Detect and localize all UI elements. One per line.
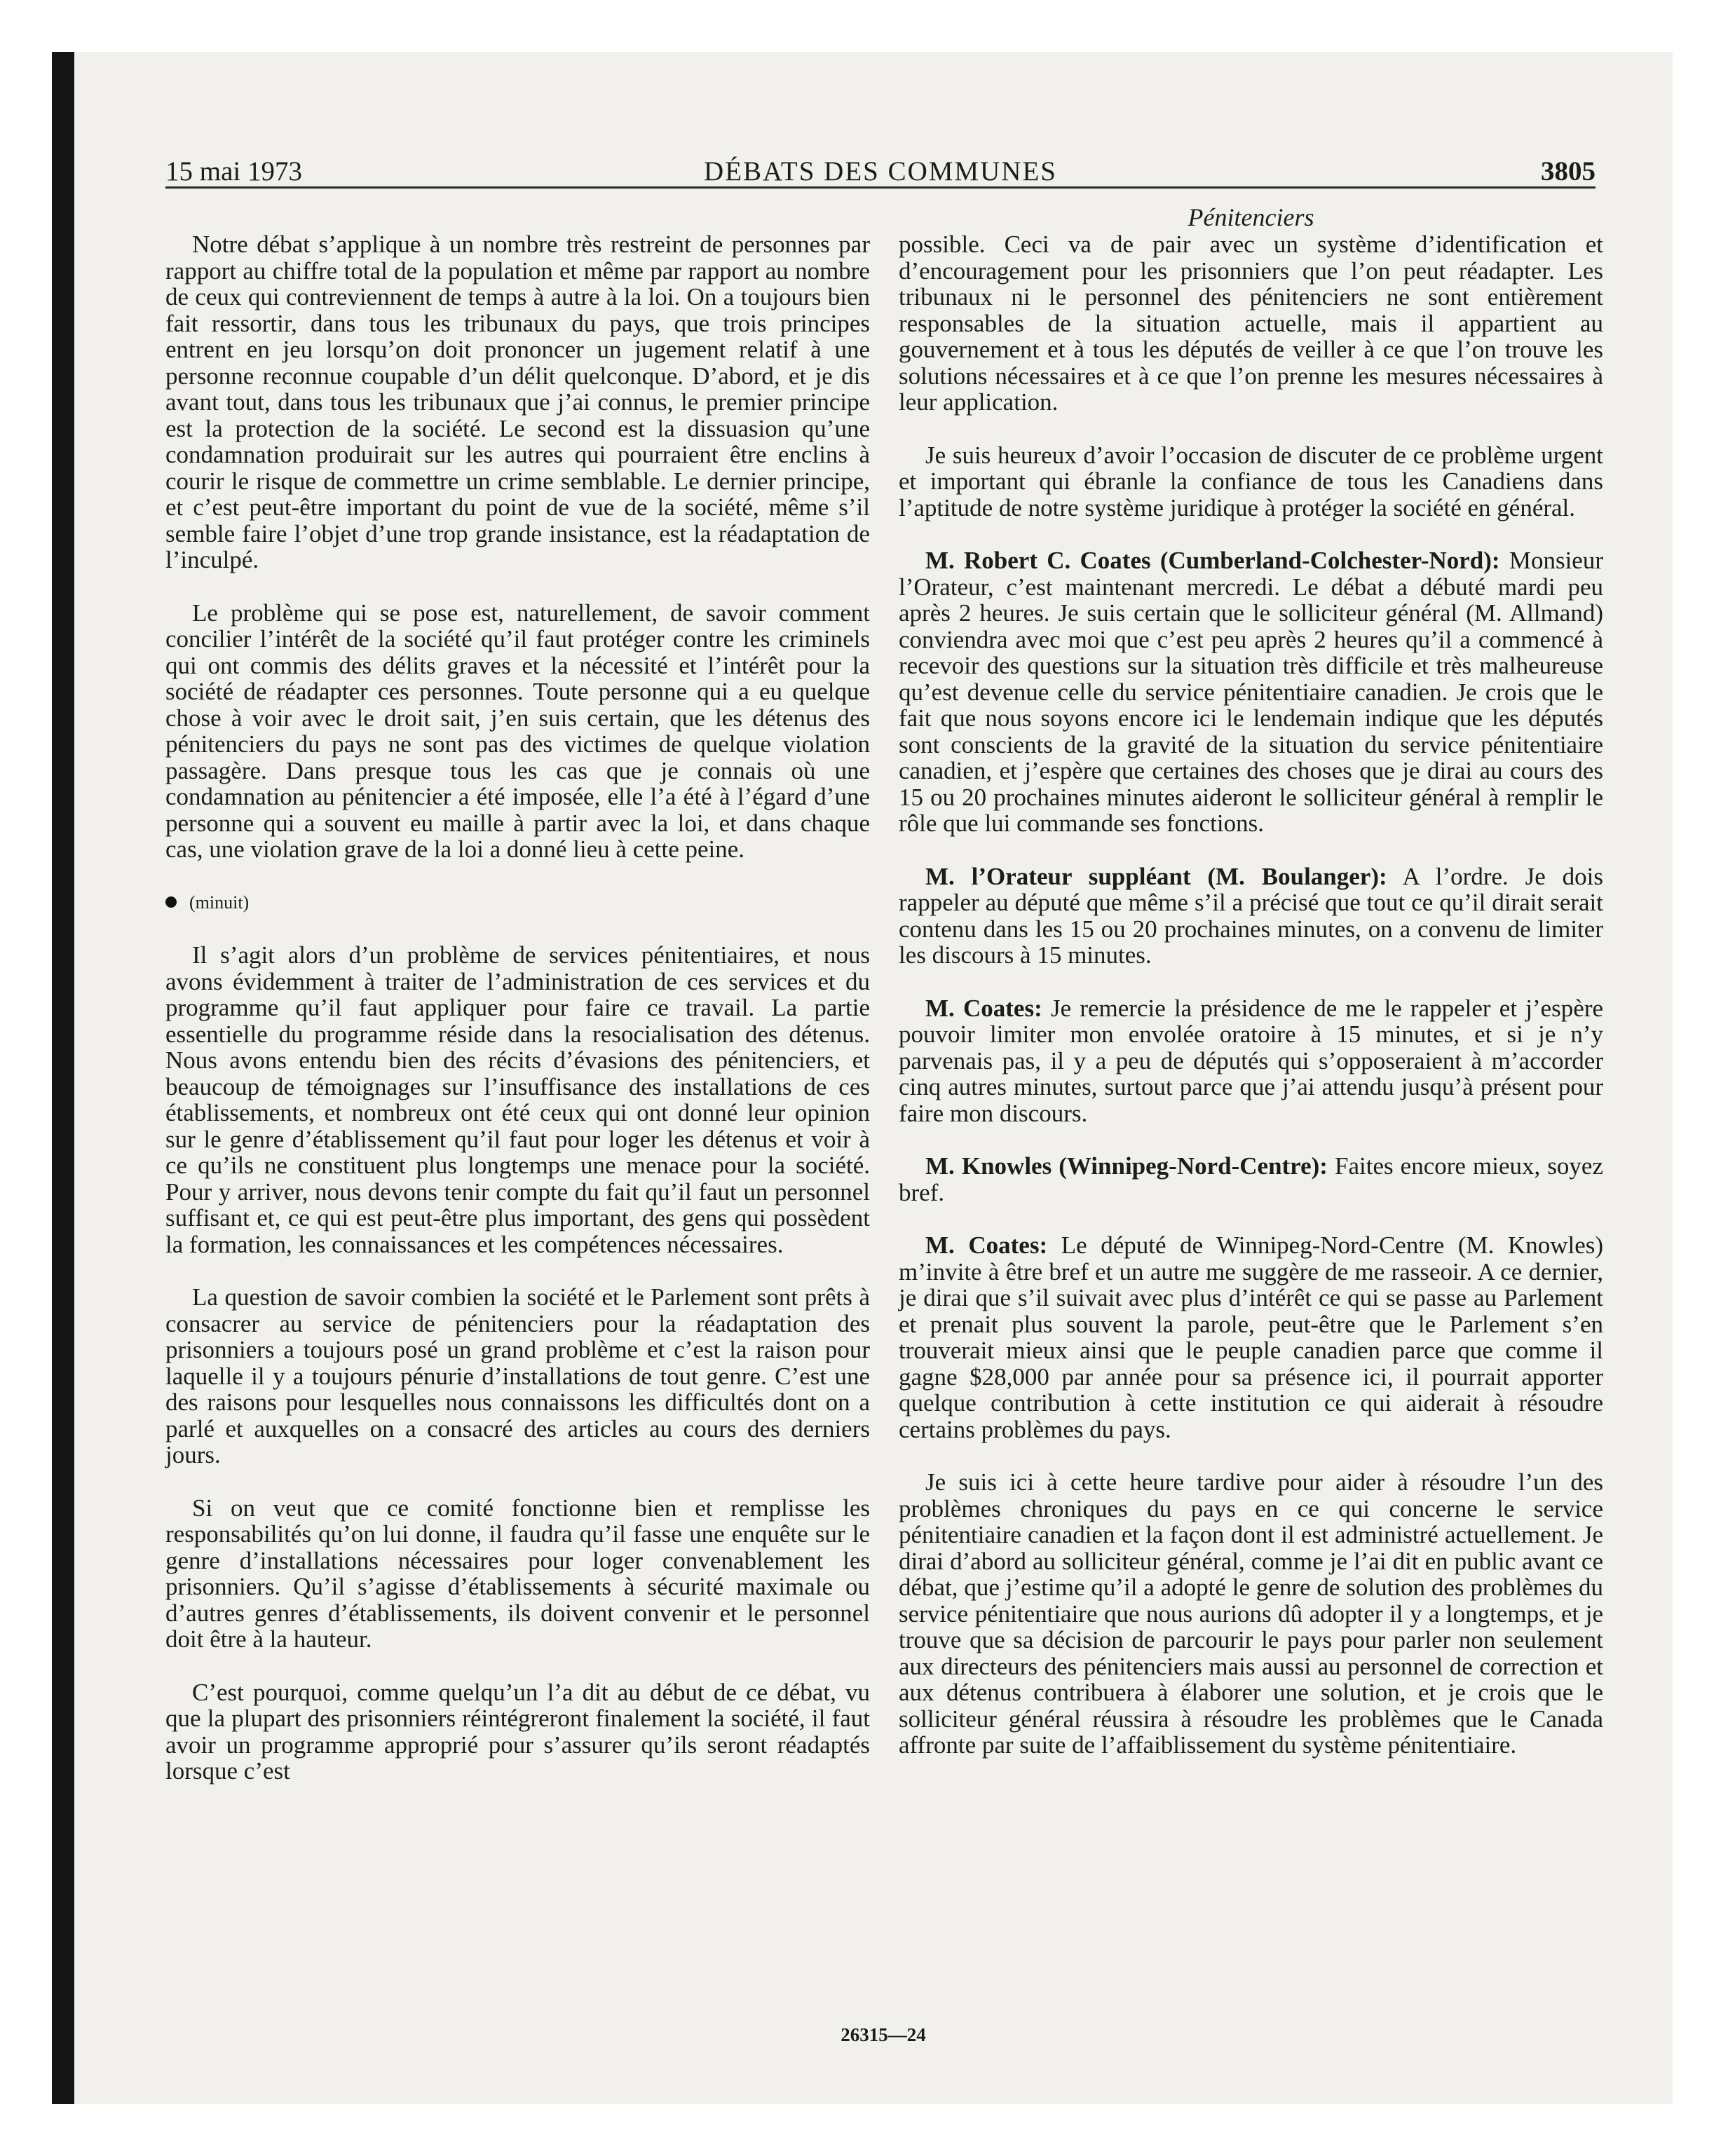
printer-signature: 26315—24 — [841, 2024, 926, 2045]
speaker-name: M. Coates: — [925, 1231, 1048, 1259]
speech-text: Monsieur l’Orateur, c’est maintenant mercredi. Le débat a débuté mardi peu après 2 heures. Je suis certain que le solliciteur général (M. Allmand) conviendra avec moi que c’est peu après 2 heures qu’il a commencé à recevoir des questions sur la situation très difficile et très malheureuse qu’est devenue celle du service pénitentiaire canadien. Je crois que le fait que nous soyons encore ici le lendemain indique que les députés sont conscients de la gravité de la situation du service pénitentiaire canadien, et j’espère que certaines des choses que je dirai au cours des 15 ou 20 prochaines minutes aideront le solliciteur général à remplir le rôle que lui commande ses fonctions. — [899, 547, 1603, 837]
paragraph: Il s’agit alors d’un problème de services pénitentiaires, et nous avons évidemment à traiter de l’administration de ces services et du programme qu’il faut appliquer pour faire ce travail. La partie essentielle du programme réside dans la resocialisation des détenus. Nous avons entendu bien des récits d’évasions des pénitenciers, et beaucoup de témoignages sur l’insuffisance des installations de ces établissements, et nombreux ont été ceux qui ont donné leur opinion sur le genre d’établissement qu’il faut pour loger les détenus et voir à ce qu’ils ne constituent plus longtemps une menace pour la société. Pour y arriver, nous devons tenir compte du fait qu’il faut un personnel suffisant et, ce qui est peut-être plus important, des gens qui possèdent la formation, les connaissances et les compétences nécessaires. — [165, 941, 870, 1258]
speaker-name: M. l’Orateur suppléant (M. Boulanger): — [925, 862, 1387, 890]
left-column — [165, 205, 870, 1785]
speech — [899, 864, 1603, 969]
speech-text: Je remercie la présidence de me le rappeler et j’espère pouvoir limiter mon envolée oratoire à 15 minutes, et si je n’y parvenais pas, il y a peu de députés qui s’opposeraient à m’accorder cinq autres minutes, surtout parce que j’ai attendu jusqu’à présent pour faire mon discours. — [899, 994, 1604, 1127]
header-title: DÉBATS DES COMMUNES — [704, 156, 1057, 186]
speech — [899, 1153, 1603, 1206]
speaker-name: M. Knowles (Winnipeg-Nord-Centre): — [925, 1152, 1328, 1180]
header-rule — [165, 186, 1595, 189]
speech-text: A l’ordre. Je dois rappeler au député que même s’il a précisé que tout ce qu’il dirait serait contenu dans les 15 ou 20 prochaines minutes, on a convenu de limiter les discours à 15 minutes. — [899, 862, 1603, 969]
speaker-name: M. Coates: — [925, 994, 1042, 1022]
running-head — [165, 150, 1595, 192]
page-number: 3805 — [1541, 156, 1595, 186]
time-marker — [165, 889, 870, 916]
paragraph: Je suis ici à cette heure tardive pour aider à résoudre l’un des problèmes chroniques du pays en ce qui concerne le service pénitentiaire canadien et la façon dont il est administré actuellement. Je dirai d’abord au solliciteur général, comme je l’ai dit en public avant ce débat, que j’estime qu’il a adopté le genre de solution des problèmes du service pénitentiaire que nous aurions dû adopter il y a longtemps, et je trouve que sa décision de parcourir le pays pour parler non seulement aux directeurs des pénitenciers mais aussi au personnel de correction et aux détenus contribuera à élaborer une solution, et je crois que le solliciteur général réussira à résoudre les problèmes que le Canada affronte par suite de l’affaiblissement du système pénitentiaire. — [899, 1468, 1603, 1759]
speech-text: Le député de Winnipeg-Nord-Centre (M. Knowles) m’invite à être bref et un autre me suggère de me rasseoir. A ce dernier, je dirai que s’il suivait avec plus d’intérêt ce qui se passe au Parlement et prenait plus souvent la parole, peut-être que le Parlement s’en trouverait mieux ainsi que le peuple canadien parce que comme il gagne $28,000 par année pour sa présence ici, il pourrait apporter quelque contribution à cette institution ce qui aiderait à résoudre certains problèmes du pays. — [899, 1231, 1604, 1443]
section-title: Pénitenciers — [1188, 203, 1314, 231]
binding-edge — [52, 52, 74, 2104]
time-marker-label: (minuit) — [189, 892, 250, 913]
right-column — [899, 205, 1603, 1759]
speech-text: Faites encore mieux, soyez bref. — [899, 1152, 1604, 1206]
paragraph: possible. Ceci va de pair avec un système d’identification et d’encouragement pour les prisonniers que l’on peut réadapter. Les tribunaux ni le personnel des pénitenciers ne sont entièrement responsables de la situation actuelle, mais il appartient au gouvernement et à tous les députés de veiller à ce que l’on trouve les solutions nécessaires et à ce que l’on prenne les mesures nécessaires à leur application. — [899, 231, 1603, 416]
paragraph: Notre débat s’applique à un nombre très restreint de personnes par rapport au chiffre total de la population et même par rapport au nombre de ceux qui contreviennent de temps à autre à la loi. On a toujours bien fait ressortir, dans tous les tribunaux du pays, que trois principes entrent en jeu lorsqu’on doit prononcer un jugement relatif à une personne reconnue coupable d’un délit quelconque. D’abord, et je dis avant tout, dans tous les tribunaux que j’ai connus, le premier principe est la protection de la société. Le second est la dissuasion qu’une condamnation produirait sur les autres qui pourraient être enclins à courir le risque de commettre un crime semblable. Le dernier principe, et c’est peut-être important du point de vue de la société, même s’il semble faire l’objet d’une trop grande insistance, est la réadaptation de l’inculpé. — [165, 231, 870, 573]
paragraph: Je suis heureux d’avoir l’occasion de discuter de ce problème urgent et important qui ébranle la confiance de tous les Canadiens dans l’aptitude de notre système juridique à protéger la société en général. — [899, 441, 1603, 521]
header-date: 15 mai 1973 — [165, 156, 302, 186]
paragraph: La question de savoir combien la société et le Parlement sont prêts à consacrer au service de pénitenciers pour la réadaptation des prisonniers a toujours posé un grand problème et c’est la raison pour laquelle il y a toujours pénurie d’installations de tout genre. C’est une des raisons pour lesquelles nous connaissons les difficultés dont on a parlé et auxquelles on a consacré des articles au cours des derniers jours. — [165, 1283, 870, 1468]
speech — [899, 1232, 1603, 1442]
speech — [899, 995, 1603, 1127]
bullet-icon — [165, 896, 177, 908]
paragraph: C’est pourquoi, comme quelqu’un l’a dit au début de ce débat, vu que la plupart des prisonniers réintégreront finalement la société, il faut avoir un programme approprié pour s’assurer qu’ils seront réadaptés lorsque c’est — [165, 1678, 870, 1785]
paragraph: Le problème qui se pose est, naturellement, de savoir comment concilier l’intérêt de la société qu’il faut protéger contre les criminels qui ont commis des délits graves et la nécessité et l’intérêt pour la société de réadapter ces personnes. Toute personne qui a eu quelque chose à voir avec le droit sait, j’en suis certain, que les détenus des pénitenciers du pays ne sont pas des victimes de quelque violation passagère. Dans presque tous les cas que je connais où une condamnation au pénitencier a été imposée, elle l’a été à l’égard d’une personne qui a souvent eu maille à partir avec la loi, et dans chaque cas, une violation grave de la loi a donné lieu à cette peine. — [165, 599, 870, 863]
speech — [899, 547, 1603, 837]
paragraph: Si on veut que ce comité fonctionne bien et remplisse les responsabilités qu’on lui donne, il faudra qu’il fasse une enquête sur le genre d’installations nécessaires pour loger convenablement les prisonniers. Qu’il s’agisse d’établissements à sécurité maximale ou d’autres genres d’établissements, ils doivent convenir et le personnel doit être à la hauteur. — [165, 1494, 870, 1653]
speaker-name: M. Robert C. Coates (Cumberland-Colchester-Nord): — [925, 547, 1500, 574]
